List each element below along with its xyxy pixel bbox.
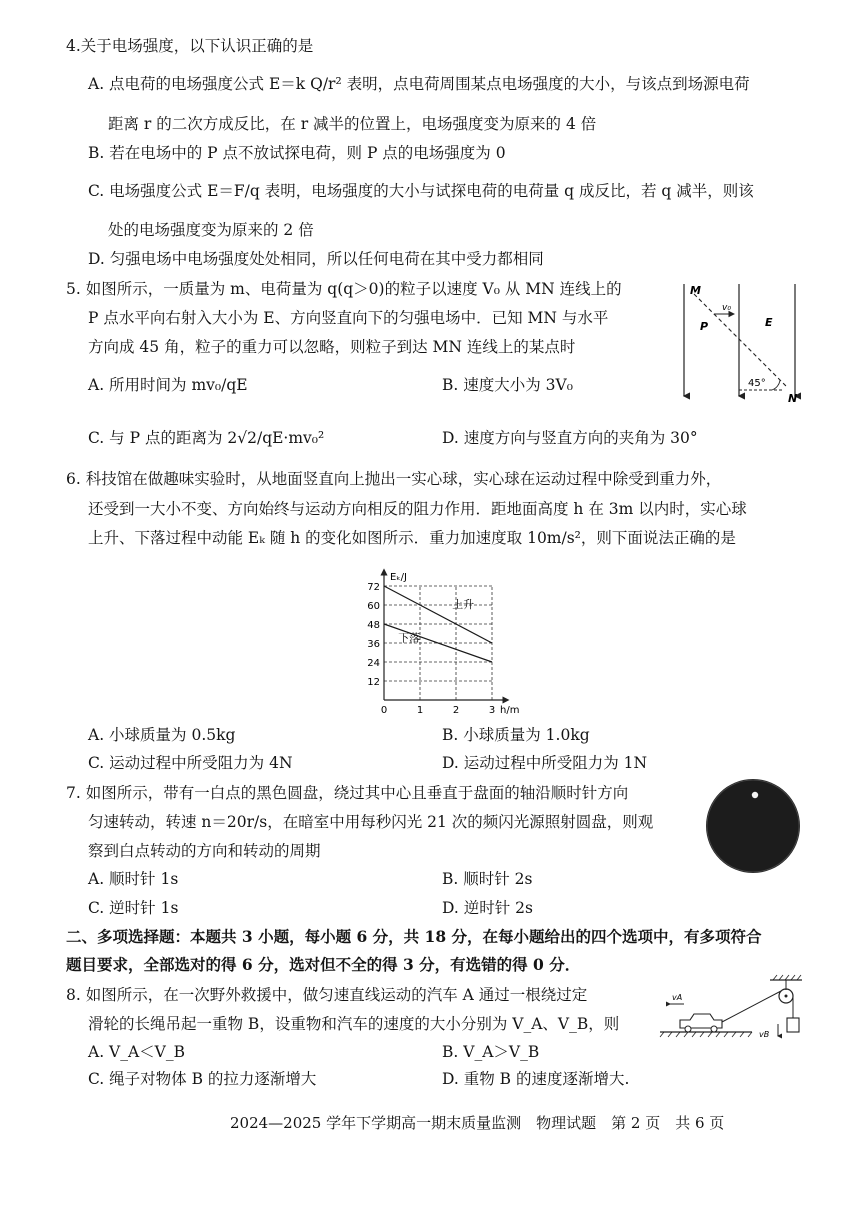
q4-option-c-line1: C. 电场强度公式 E＝F/q 表明，电场强度的大小与试探电荷的电荷量 q 成反比，若 q 减半，则该: [88, 182, 754, 200]
pulley-axle: [785, 995, 788, 998]
x-tick-label: 3: [488, 705, 496, 716]
section2-heading-line2: 题目要求，全部选对的得 6 分，选对但不全的得 3 分，有选错的得 0 分．: [66, 955, 581, 974]
q8-option-a: A. V_A＜V_B: [88, 1043, 186, 1061]
x-tick-label: 1: [416, 705, 424, 716]
q6-option-a: A. 小球质量为 0.5kg: [88, 726, 236, 744]
q5-option-a: A. 所用时间为 mv₀/qE: [88, 376, 248, 394]
y-tick-label: 48: [367, 620, 380, 631]
q6-option-d: D. 运动过程中所受阻力为 1N: [442, 754, 648, 772]
q7-option-d: D. 逆时针 2s: [442, 899, 533, 917]
car-wheel-rear: [685, 1026, 691, 1032]
ceiling-hatch: [773, 975, 801, 980]
x-tick-label: 2: [452, 705, 460, 716]
q4-option-a-line1: A. 点电荷的电场强度公式 E＝k Q/r² 表明，点电荷周围某点电场强度的大小，与该点到场源电荷: [88, 75, 750, 93]
q8-option-d: D. 重物 B 的速度逐渐增大.: [442, 1070, 630, 1088]
label-n: N: [788, 392, 798, 405]
ground-hatch: [660, 1032, 752, 1037]
q7-option-b: B. 顺时针 2s: [442, 870, 533, 888]
q8-option-b: B. V_A＞V_B: [442, 1043, 540, 1061]
y-tick-label: 72: [367, 582, 380, 593]
q6-stem-line1: 6. 科技馆在做趣味实验时，从地面竖直向上抛出一实心球，实心球在运动过程中除受到重力外，: [66, 470, 722, 488]
series-label: 下落: [398, 631, 421, 645]
q5-stem-line2: P 点水平向右射入大小为 E、方向竖直向下的匀强电场中．已知 MN 与水平: [88, 309, 609, 327]
x-axis-label: h/m: [500, 705, 520, 716]
q7-option-c: C. 逆时针 1s: [88, 899, 179, 917]
ek-h-chart: [340, 560, 520, 718]
label-va: vA: [672, 993, 683, 1002]
q7-stem-line2: 匀速转动，转速 n＝20r/s，在暗室中用每秒闪光 21 次的频闪光源照射圆盘，则观: [88, 813, 654, 831]
q7-option-a: A. 顺时针 1s: [88, 870, 179, 888]
y-axis-label: Eₖ/J: [390, 572, 407, 583]
section2-heading-line1: 二、多项选择题：本题共 3 小题，每小题 6 分，共 18 分，在每小题给出的四个选项中，有多项符合: [66, 927, 762, 946]
q5-stem-line1: 5. 如图所示，一质量为 m、电荷量为 q(q＞0)的粒子以速度 V₀ 从 MN 连线上的: [66, 280, 622, 298]
label-p: P: [700, 320, 709, 333]
y-tick-label: 36: [367, 639, 380, 650]
rope-to-car: [722, 991, 781, 1022]
q6-option-b: B. 小球质量为 1.0kg: [442, 726, 590, 744]
y-tick-label: 60: [367, 601, 380, 612]
label-v0: v₀: [722, 303, 731, 313]
q4-stem: 4.关于电场强度，以下认识正确的是: [66, 37, 314, 55]
q6-stem-line3: 上升、下落过程中动能 Eₖ 随 h 的变化如图所示．重力加速度取 10m/s²，则下面说法正确的是: [88, 529, 736, 547]
q8-pulley-figure: [656, 974, 806, 1046]
q4-option-b: B. 若在电场中的 P 点不放试探电荷，则 P 点的电场强度为 0: [88, 144, 506, 162]
q7-stem-line1: 7. 如图所示，带有一白点的黑色圆盘，绕过其中心且垂直于盘面的轴沿顺时针方向: [66, 784, 629, 802]
car-wheel-front: [711, 1026, 717, 1032]
q7-stem-line3: 察到白点转动的方向和转动的周期: [88, 842, 321, 860]
mn-line: [694, 294, 788, 388]
q4-option-d: D. 匀强电场中电场强度处处相同，所以任何电荷在其中受力都相同: [88, 250, 544, 268]
y-tick-label: 24: [367, 658, 380, 669]
q7-disc-figure: [704, 777, 802, 875]
q4-option-c-line2: 处的电场强度变为原来的 2 倍: [108, 221, 314, 239]
weight-b: [787, 1018, 799, 1032]
y-tick-label: 12: [367, 677, 380, 688]
q6-option-c: C. 运动过程中所受阻力为 4N: [88, 754, 293, 772]
q5-stem-line3: 方向成 45 角，粒子的重力可以忽略，则粒子到达 MN 连线上的某点时: [88, 338, 576, 356]
angle-arc: [772, 380, 780, 390]
series-label: 上升: [452, 598, 475, 612]
page-footer: 2024—2025 学年下学期高一期末质量监测 物理试题 第 2 页 共 6 页: [230, 1114, 725, 1132]
label-angle: 45°: [748, 378, 766, 389]
q6-stem-line2: 还受到一大小不变、方向始终与运动方向相反的阻力作用．距地面高度 h 在 3m 以内时，实心球: [88, 500, 747, 518]
label-m: M: [690, 284, 701, 297]
q4-option-a-line2: 距离 r 的二次方成反比，在 r 减半的位置上，电场强度变为原来的 4 倍: [108, 115, 597, 133]
chart-tick-labels: [367, 582, 495, 716]
car-a: [680, 1014, 722, 1028]
label-vb: vB: [759, 1030, 770, 1039]
q5-option-d: D. 速度方向与竖直方向的夹角为 30°: [442, 429, 698, 447]
label-e: E: [765, 316, 773, 329]
q8-stem-line1: 8. 如图所示，在一次野外救援中，做匀速直线运动的汽车 A 通过一根绕过定: [66, 986, 588, 1004]
x-tick-label: 0: [380, 705, 388, 716]
q5-option-c: C. 与 P 点的距离为 2√2/qE·mv₀²: [88, 429, 325, 447]
q8-option-c: C. 绳子对物体 B 的拉力逐渐增大: [88, 1070, 317, 1088]
q5-field-diagram: [676, 280, 806, 404]
white-dot: [752, 792, 758, 798]
q5-option-b: B. 速度大小为 3V₀: [442, 376, 573, 394]
q8-stem-line2: 滑轮的长绳吊起一重物 B，设重物和汽车的速度的大小分别为 V_A、V_B，则: [88, 1015, 620, 1033]
